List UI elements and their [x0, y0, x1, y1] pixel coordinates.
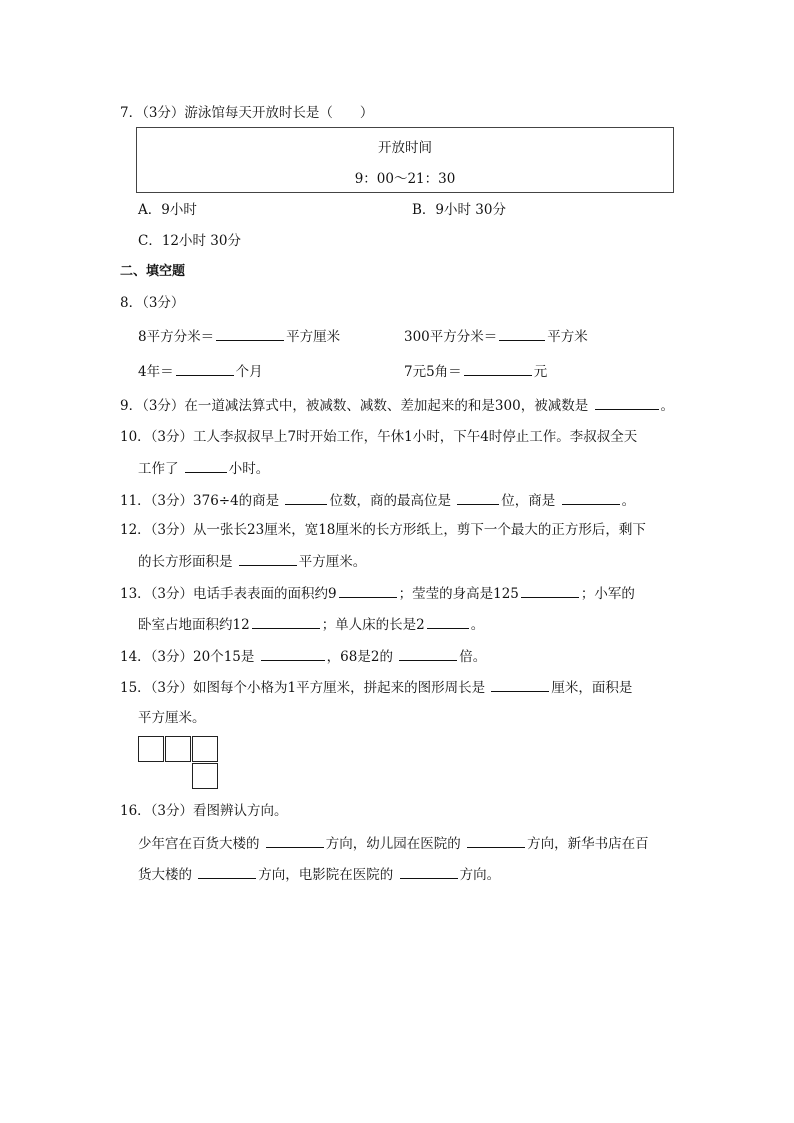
answer-blank[interactable]	[252, 614, 320, 629]
answer-blank[interactable]	[185, 458, 227, 473]
q8-c-unit: 个月	[235, 364, 263, 380]
grid-cell	[165, 736, 191, 762]
q12-unit: 平方厘米。	[298, 554, 367, 570]
q16-line2	[138, 864, 500, 885]
answer-blank[interactable]	[176, 361, 234, 376]
q8-item-b	[404, 326, 588, 347]
q8-item-c	[138, 361, 263, 382]
q14-text2: ，68是2的	[326, 649, 393, 665]
opening-hours-box	[136, 127, 674, 193]
q8-a-unit: 平方厘米	[286, 329, 341, 345]
q11-end: 。	[621, 493, 636, 509]
q8-a-text: 8平方分米＝	[138, 329, 215, 345]
answer-blank[interactable]	[521, 583, 579, 598]
answer-blank[interactable]	[339, 583, 397, 598]
q15-line2: 平方厘米。	[138, 710, 206, 726]
q10-unit: 小时。	[228, 461, 270, 477]
q16-stem: 16．（3分）看图辨认方向。	[120, 803, 288, 819]
q7-stem: 7．（3分）游泳馆每天开放时长是（ ）	[120, 105, 374, 121]
q16-text3: 方向，新华书店在百	[527, 836, 649, 852]
q11	[120, 490, 635, 511]
q8-b-text: 300平方分米＝	[404, 329, 498, 345]
q10-text: 工作了	[138, 461, 179, 477]
answer-blank[interactable]	[467, 833, 525, 848]
square-grid-figure	[138, 736, 218, 790]
section-title: 二、填空题	[120, 264, 186, 279]
grid-cell	[138, 736, 164, 762]
q9	[120, 395, 674, 416]
q8-item-a	[138, 326, 340, 347]
answer-blank[interactable]	[562, 490, 620, 505]
answer-blank[interactable]	[499, 326, 545, 341]
q12-line2	[138, 551, 366, 572]
q11-text2: 位数，商的最高位是	[329, 493, 451, 509]
q8-item-d	[404, 361, 547, 382]
answer-blank[interactable]	[239, 551, 297, 566]
q11-text3: 位，商是	[501, 493, 556, 509]
q10-line2	[138, 458, 269, 479]
q16-text2: 方向，幼儿园在医院的	[325, 836, 461, 852]
q8-d-unit: 元	[533, 364, 548, 380]
q8-d-text: 7元5角＝	[404, 364, 462, 380]
opening-hours-title: 开放时间	[378, 140, 432, 156]
q10-line1: 10．（3分）工人李叔叔早上7时开始工作，午休1小时，下午4时停止工作。李叔叔全天	[120, 429, 638, 445]
answer-blank[interactable]	[266, 833, 324, 848]
q7-option-c: C．12小时 30分	[138, 233, 241, 249]
answer-blank[interactable]	[427, 614, 469, 629]
q16-end: 方向。	[459, 867, 501, 883]
q15-text2: 厘米，面积是	[551, 680, 633, 696]
q16-text4: 货大楼的	[138, 867, 192, 883]
answer-blank[interactable]	[464, 361, 532, 376]
q8-stem: 8．（3分）	[120, 295, 185, 311]
q16-text1: 少年宫在百货大楼的	[138, 836, 260, 852]
q13-text1: 13．（3分）电话手表表面的面积约9	[120, 586, 337, 602]
q13-text4: 卧室占地面积约12	[138, 617, 250, 633]
q13-text5: ；单人床的长是2	[321, 617, 425, 633]
answer-blank[interactable]	[400, 864, 458, 879]
answer-blank[interactable]	[261, 646, 325, 661]
q9-end: 。	[660, 398, 674, 414]
q7-option-a: A．9小时	[138, 202, 197, 218]
q14-text1: 14．（3分）20个15是	[120, 649, 255, 665]
q14-end: 倍。	[459, 649, 487, 665]
q13-line2	[138, 614, 484, 635]
grid-cell	[192, 763, 218, 789]
answer-blank[interactable]	[198, 864, 256, 879]
q13-end: 。	[470, 617, 485, 633]
q16-line1	[138, 833, 649, 854]
q14	[120, 646, 486, 667]
q9-text: 9．（3分）在一道减法算式中，被减数、减数、差加起来的和是300，被减数是	[120, 398, 589, 414]
q12-text: 的长方形面积是	[138, 554, 233, 570]
q12-line1: 12．（3分）从一张长23厘米，宽18厘米的长方形纸上，剪下一个最大的正方形后，剩下	[120, 522, 646, 538]
q15-text1: 15．（3分）如图每个小格为1平方厘米，拼起来的图形周长是	[120, 680, 486, 696]
answer-blank[interactable]	[595, 395, 659, 410]
q13-text3: ；小军的	[580, 586, 635, 602]
q13-text2: ；莹莹的身高是125	[398, 586, 519, 602]
q8-c-text: 4年＝	[138, 364, 174, 380]
q16-text5: 方向，电影院在医院的	[258, 867, 394, 883]
q11-text1: 11．（3分）376÷4的商是	[120, 493, 280, 509]
answer-blank[interactable]	[285, 490, 327, 505]
answer-blank[interactable]	[491, 677, 549, 692]
answer-blank[interactable]	[216, 326, 284, 341]
opening-hours-time: 9：00～21：30	[354, 171, 456, 187]
answer-blank[interactable]	[399, 646, 457, 661]
q7-option-b: B．9小时 30分	[412, 202, 506, 218]
q8-b-unit: 平方米	[547, 329, 588, 345]
grid-cell	[192, 736, 218, 762]
q15-line1	[120, 677, 632, 698]
q13-line1	[120, 583, 635, 604]
answer-blank[interactable]	[457, 490, 499, 505]
